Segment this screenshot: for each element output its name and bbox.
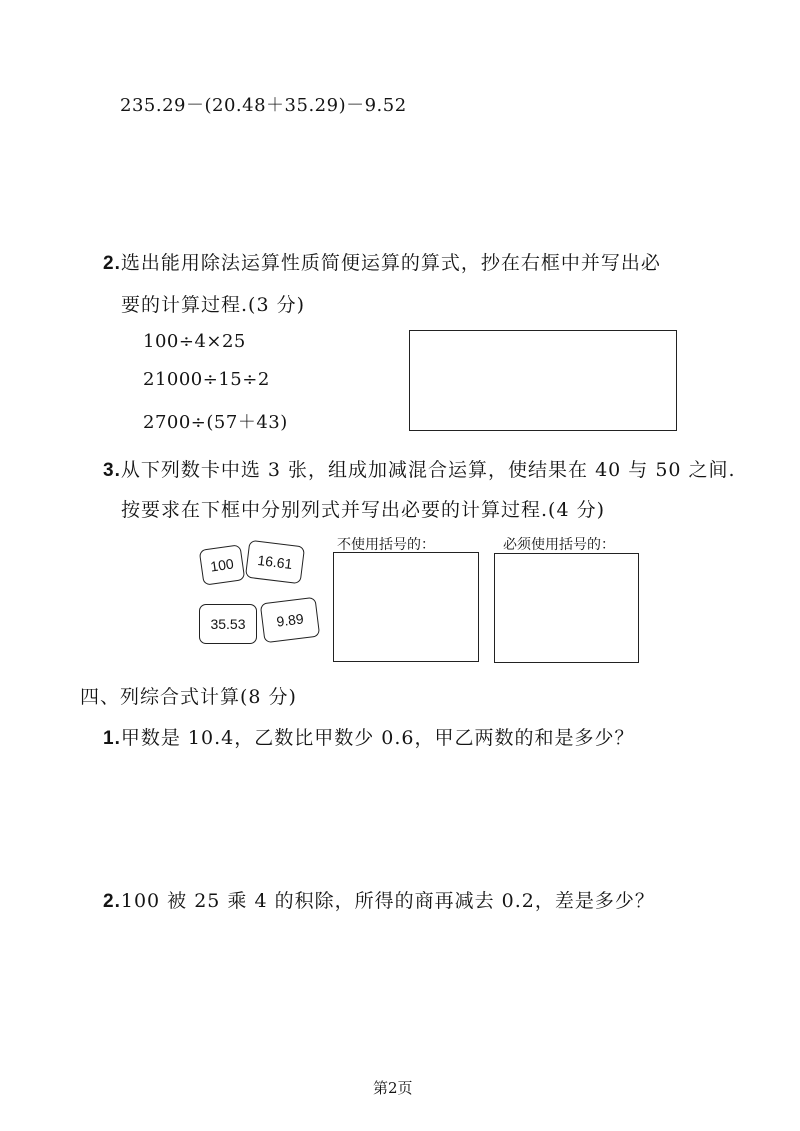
q2-text-1: 选出能用除法运算性质简便运算的算式，抄在右框中并写出必: [120, 252, 661, 274]
number-card-4-label: 9.89: [275, 610, 305, 630]
box-label-no-brackets: 不使用括号的：: [337, 536, 435, 552]
section4-q2: [103, 886, 655, 913]
number-card-2-label: 16.61: [256, 551, 294, 573]
section4-title: 四、列综合式计算(8 分): [80, 686, 297, 708]
answer-box-with-brackets[interactable]: [494, 553, 639, 663]
section4-q1-text: 甲数是 10.4，乙数比甲数少 0.6，甲乙两数的和是多少？: [120, 727, 635, 749]
q2-line2: 要的计算过程.(3 分): [121, 294, 305, 316]
page-number: 第2页: [373, 1079, 413, 1097]
q2-option-1: 100÷4×25: [143, 331, 246, 352]
number-card-1-label: 100: [209, 555, 235, 575]
q3-text-1: 从下列数卡中选 3 张，组成加减混合运算，使结果在 40 与 50 之间.: [120, 459, 736, 481]
answer-box-no-brackets[interactable]: [333, 552, 479, 662]
number-card-4: [260, 597, 320, 644]
box-label-with-brackets: 必须使用括号的：: [503, 536, 615, 552]
q3-number: 3.: [103, 460, 121, 481]
q2-option-2: 21000÷15÷2: [143, 369, 270, 390]
number-card-1: [199, 544, 246, 585]
number-card-3: [199, 604, 257, 644]
section4-q2-text: 100 被 25 乘 4 的积除，所得的商再减去 0.2，差是多少？: [120, 890, 655, 912]
q2-option-3: 2700÷(57＋43): [143, 412, 288, 433]
section4-q2-number: 2.: [103, 891, 121, 912]
q3-line2: 按要求在下框中分别列式并写出必要的计算过程.(4 分): [121, 499, 605, 521]
q2-number: 2.: [103, 253, 121, 274]
q2-line1: [103, 248, 661, 275]
section4-q1: [103, 723, 634, 750]
expression-top: 235.29－(20.48＋35.29)－9.52: [120, 95, 407, 116]
section4-q1-number: 1.: [103, 728, 121, 749]
q3-line1: [103, 455, 736, 482]
number-card-3-label: 35.53: [210, 616, 246, 632]
q2-answer-box[interactable]: [409, 330, 677, 431]
number-card-2: [245, 540, 305, 585]
